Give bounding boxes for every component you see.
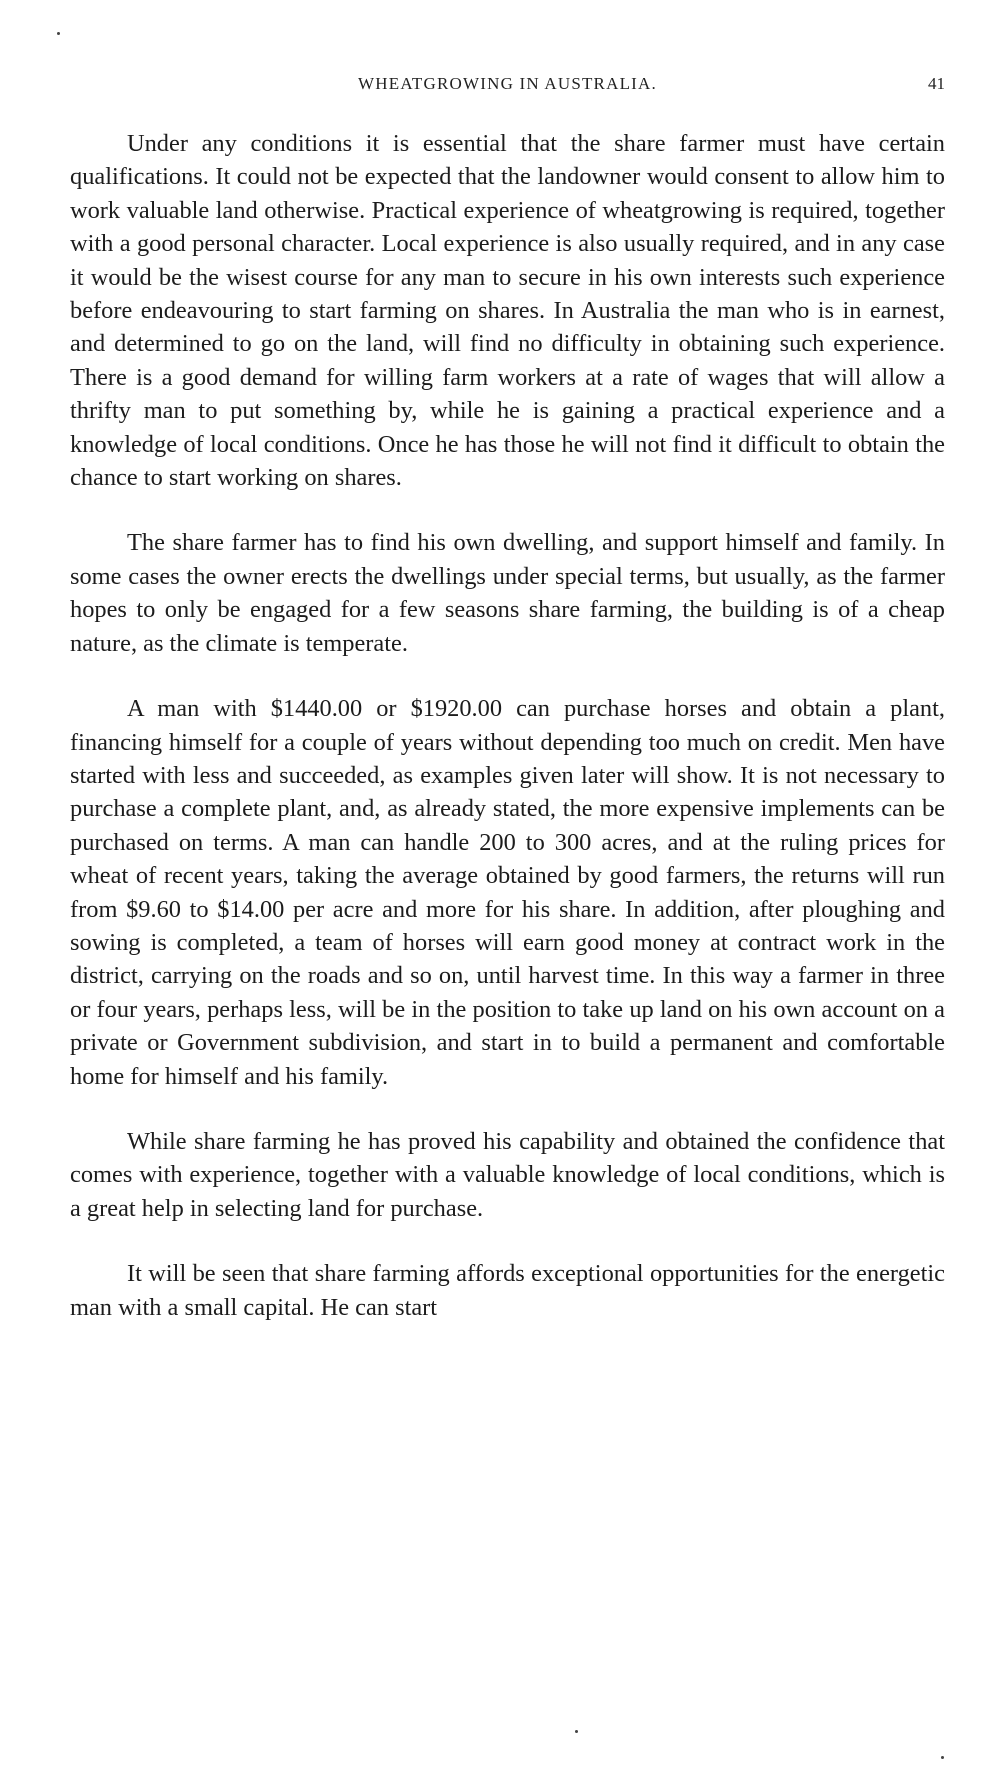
- paragraph-capital: A man with $1440.00 or $1920.00 can purchase horses and obtain a plant, financing himself for a couple of years without depending too much on credit. Men have started with less and succeeded, as examples given later will show. It is not necessary to purchase a complete plant, and, as already stated, the more expensive implements can be purchased on terms. A man can handle 200 to 300 acres, and at the ruling prices for wheat of recent years, taking the average obtained by good farmers, the returns will run from $9.60 to $14.00 per acre and more for his share. In addition, after ploughing and sowing is completed, a team of horses will earn good money at contract work in the district, carrying on the roads and so on, until harvest time. In this way a farmer in three or four years, perhaps less, will be in the position to take up land on his own account on a private or Government subdivision, and start in to build a permanent and comfortable home for himself and his family.: [70, 695, 945, 1090]
- scan-speck: [575, 1730, 578, 1733]
- scan-speck: [57, 32, 60, 35]
- page-header: [70, 74, 945, 104]
- paragraph-confidence: While share farming he has proved his capability and obtained the confidence that comes with experience, together with a valuable knowledge of local conditions, which is a great help in selecting land for purchase.: [70, 1127, 945, 1222]
- paragraph-dwelling: The share farmer has to find his own dwelling, and support himself and family. In some cases the owner erects the dwellings under special terms, but usually, as the farmer hopes to only be engaged for a few seasons share farming, the building is of a cheap nature, as the climate is temperate.: [70, 529, 945, 657]
- scan-speck: [941, 1756, 944, 1759]
- running-title: WHEATGROWING IN AUSTRALIA.: [358, 74, 657, 93]
- page-number: 41: [928, 74, 945, 93]
- body-text: [70, 127, 945, 1324]
- paragraph-qualifications: Under any conditions it is essential that the share farmer must have certain qualifications. It could not be expected that the landowner would consent to allow him to work valuable land otherwise. Practical experience of wheatgrowing is required, together with a good personal character. Local experience is also usually required, and in any case it would be the wisest course for any man to secure in his own interests such experience before endeavouring to start farming on shares. In Australia the man who is in earnest, and determined to go on the land, will find no difficulty in obtaining such experience. There is a good demand for willing farm workers at a rate of wages that will allow a thrifty man to put something by, while he is gaining a practical experience and a knowledge of local conditions. Once he has those he will not find it difficult to obtain the chance to start working on shares.: [70, 130, 945, 492]
- paragraph-opportunities: It will be seen that share farming affords exceptional opportunities for the energetic man with a small capital. He can start: [70, 1260, 945, 1321]
